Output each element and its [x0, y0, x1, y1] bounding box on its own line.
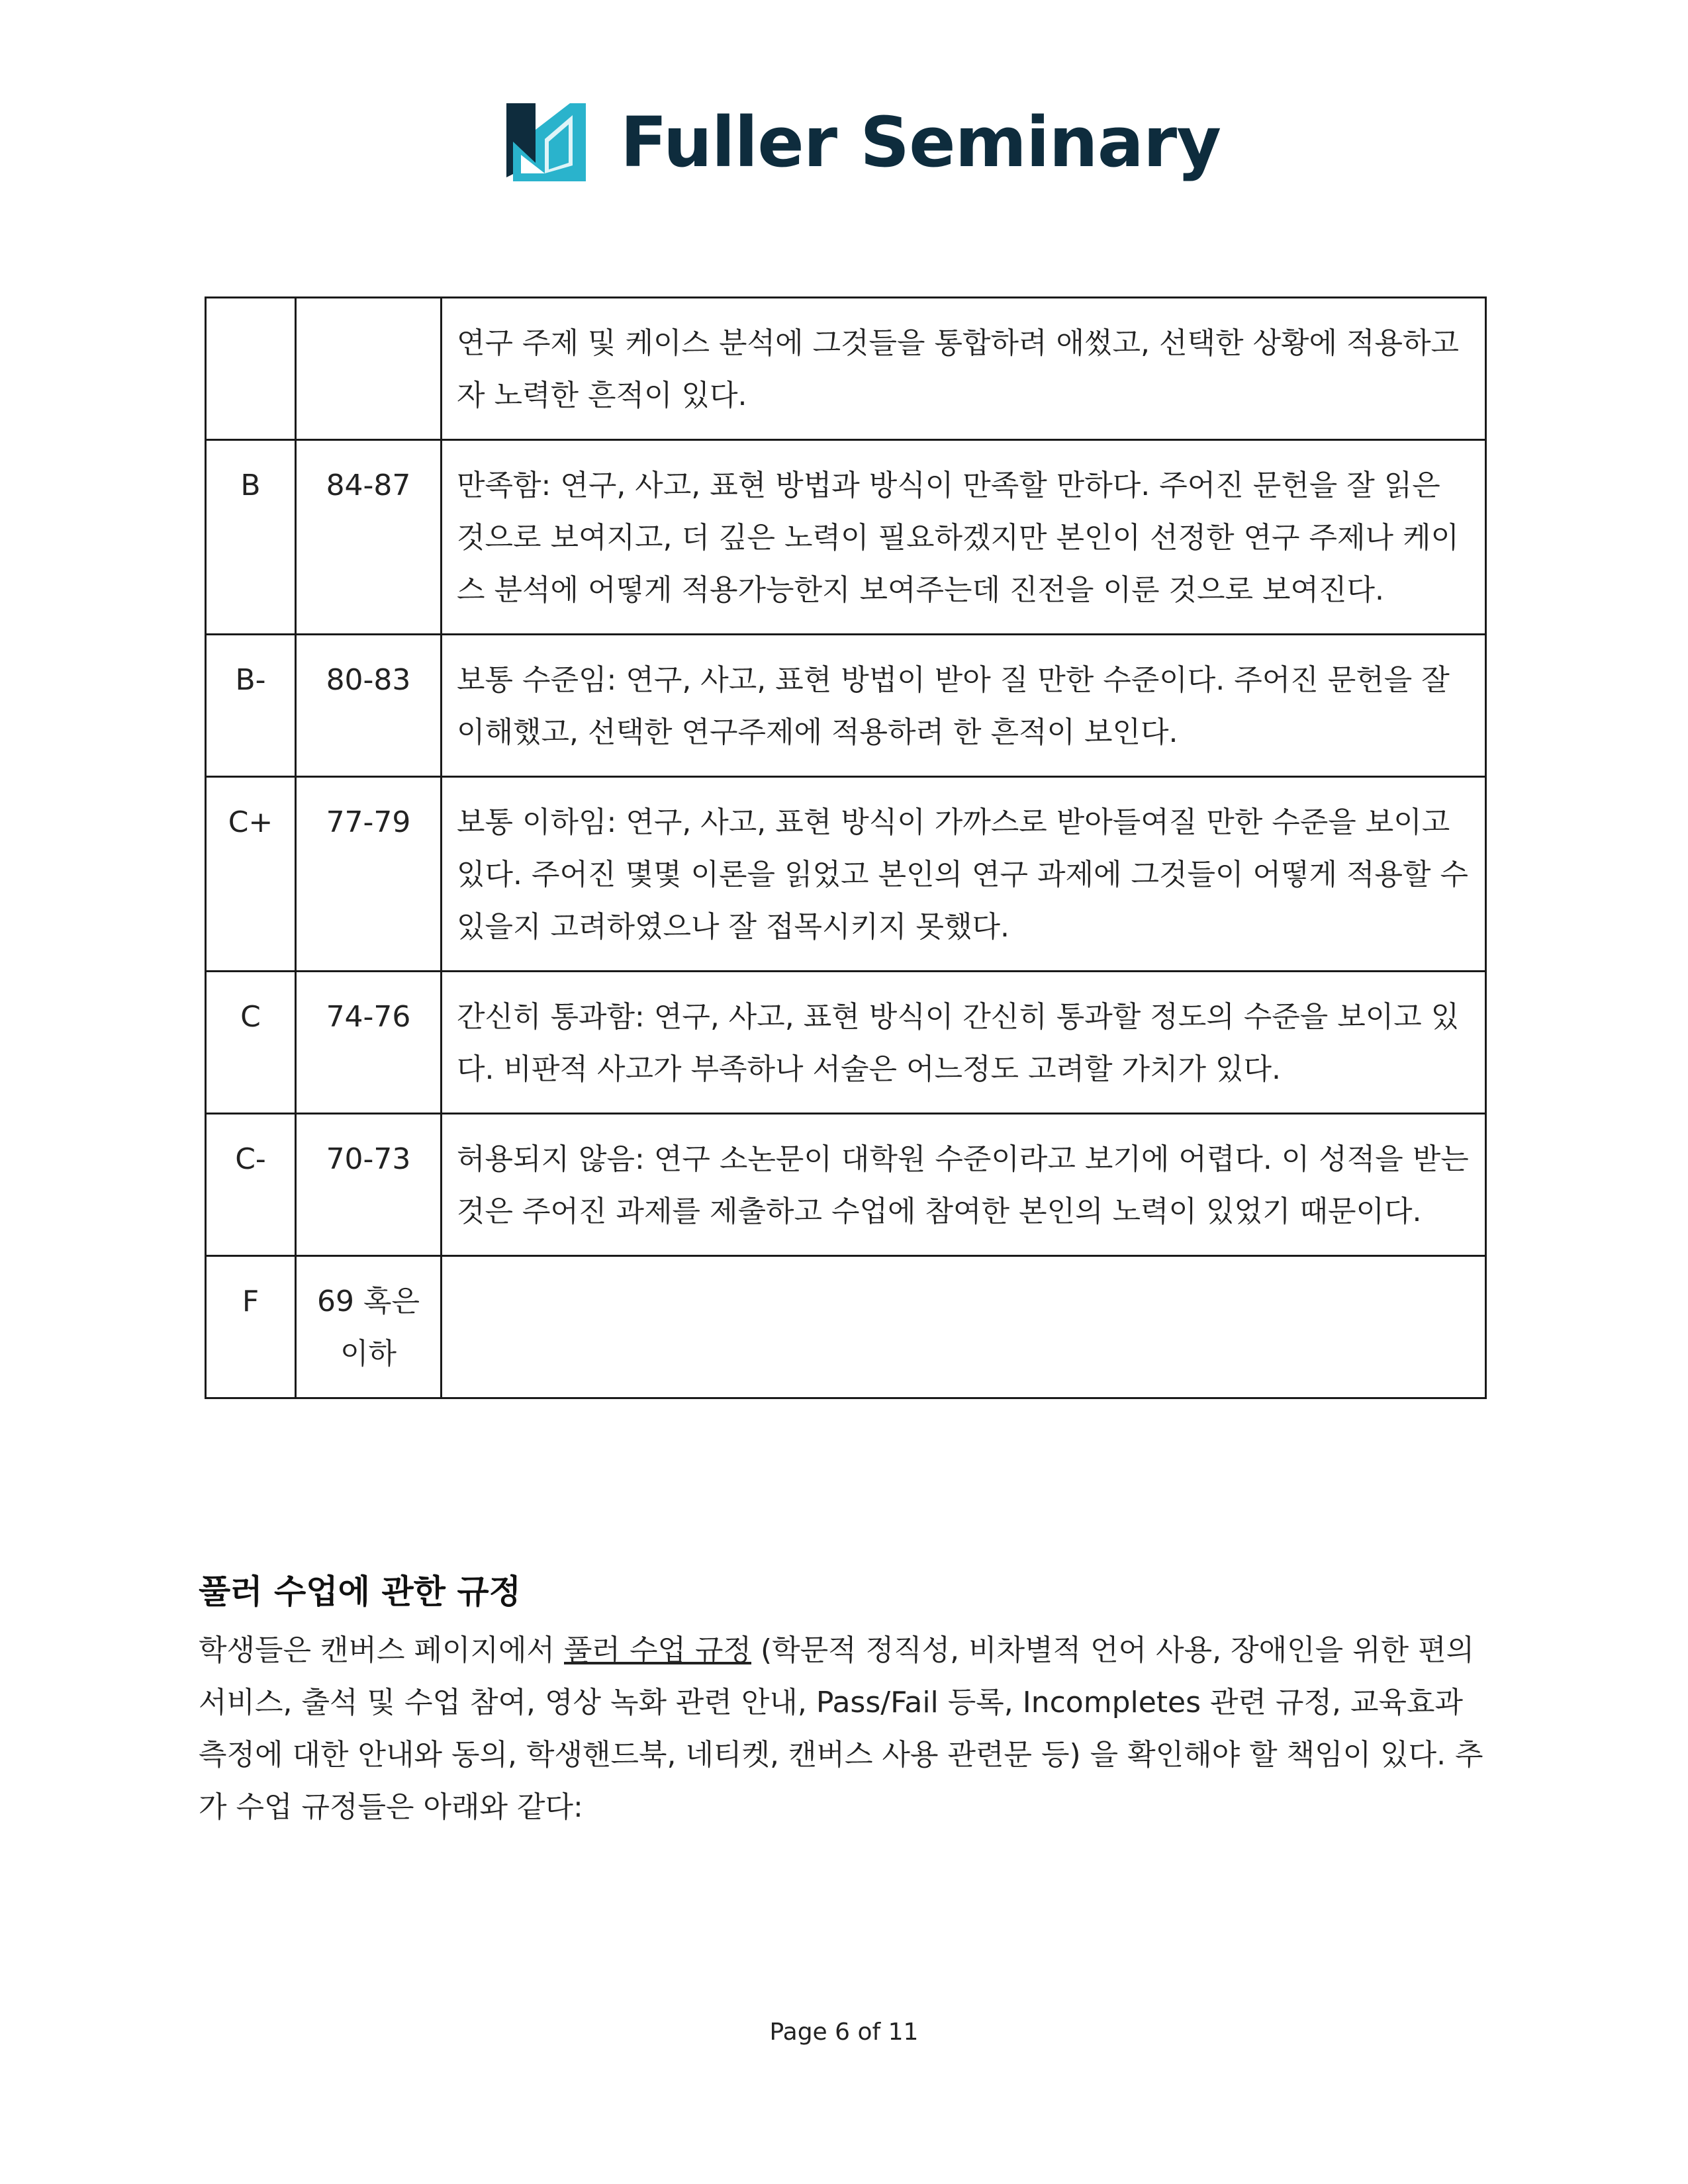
fuller-book-logo-icon	[506, 99, 592, 185]
table-row	[206, 777, 1486, 972]
table-row	[206, 972, 1486, 1114]
policy-text-lead: 학생들은 캔버스 페이지에서	[199, 1633, 565, 1667]
score-range-cell: 77-79	[296, 777, 442, 972]
page-number: Page 6 of 11	[769, 2019, 919, 2046]
grade-cell: B	[206, 440, 296, 635]
description-cell: 보통 수준임: 연구, 사고, 표현 방법이 받아 질 만한 수준이다. 주어진 문헌을 잘 이해했고, 선택한 연구주제에 적용하려 한 흔적이 보인다.	[442, 635, 1486, 777]
score-range-cell: 74-76	[296, 972, 442, 1114]
description-cell: 연구 주제 및 케이스 분석에 그것들을 통합하려 애썼고, 선택한 상황에 적용하고자 노력한 흔적이 있다.	[442, 298, 1486, 440]
score-range-cell: 70-73	[296, 1114, 442, 1256]
score-range-cell: 80-83	[296, 635, 442, 777]
logo-brand-text: Fuller Seminary	[620, 102, 1221, 183]
description-cell: 만족함: 연구, 사고, 표현 방법과 방식이 만족할 만하다. 주어진 문헌을 잘 읽은 것으로 보여지고, 더 깊은 노력이 필요하겠지만 본인이 선정한 연구 주제나 케이스 분석에 어떻게 적용가능한지 보여주는데 진전을 이룬 것으로 보여진다.	[442, 440, 1486, 635]
table-row	[206, 440, 1486, 635]
course-policy-section	[199, 1569, 1496, 1833]
grade-cell: C+	[206, 777, 296, 972]
course-policy-link[interactable]: 풀러 수업 규정	[564, 1633, 752, 1667]
grading-rubric-table	[205, 296, 1487, 1399]
description-cell	[442, 1256, 1486, 1398]
policy-paragraph	[199, 1624, 1496, 1833]
score-range-cell	[296, 298, 442, 440]
grade-cell: B-	[206, 635, 296, 777]
description-cell: 보통 이하임: 연구, 사고, 표현 방식이 가까스로 받아들여질 만한 수준을 보이고 있다. 주어진 몇몇 이론을 읽었고 본인의 연구 과제에 그것들이 어떻게 적용할 수 있을지 고려하였으나 잘 접목시키지 못했다.	[442, 777, 1486, 972]
score-range-cell: 69 혹은 이하	[296, 1256, 442, 1398]
description-cell: 간신히 통과함: 연구, 사고, 표현 방식이 간신히 통과할 정도의 수준을 보이고 있다. 비판적 사고가 부족하나 서술은 어느정도 고려할 가치가 있다.	[442, 972, 1486, 1114]
table-row	[206, 1114, 1486, 1256]
grade-cell	[206, 298, 296, 440]
policy-text-rest: (학문적 정직성, 비차별적 언어 사용, 장애인을 위한 편의 서비스, 출석 및 수업 참여, 영상 녹화 관련 안내, Pass/Fail 등록, Incompletes 관련 규정, 교육효과 측정에 대한 안내와 동의, 학생핸드북, 네티켓, 캔버스 사용 관련문 등) 을 확인해야 할 책임이 있다. 추가 수업 규정들은 아래와 같다:	[199, 1633, 1483, 1824]
grade-cell: F	[206, 1256, 296, 1398]
score-range-cell: 84-87	[296, 440, 442, 635]
fuller-logo	[506, 96, 1221, 189]
table-row	[206, 298, 1486, 440]
section-heading: 풀러 수업에 관한 규정	[199, 1572, 521, 1611]
description-cell: 허용되지 않음: 연구 소논문이 대학원 수준이라고 보기에 어렵다. 이 성적을 받는 것은 주어진 과제를 제출하고 수업에 참여한 본인의 노력이 있었기 때문이다.	[442, 1114, 1486, 1256]
table-row	[206, 1256, 1486, 1398]
grade-cell: C-	[206, 1114, 296, 1256]
grade-cell: C	[206, 972, 296, 1114]
table-row	[206, 635, 1486, 777]
